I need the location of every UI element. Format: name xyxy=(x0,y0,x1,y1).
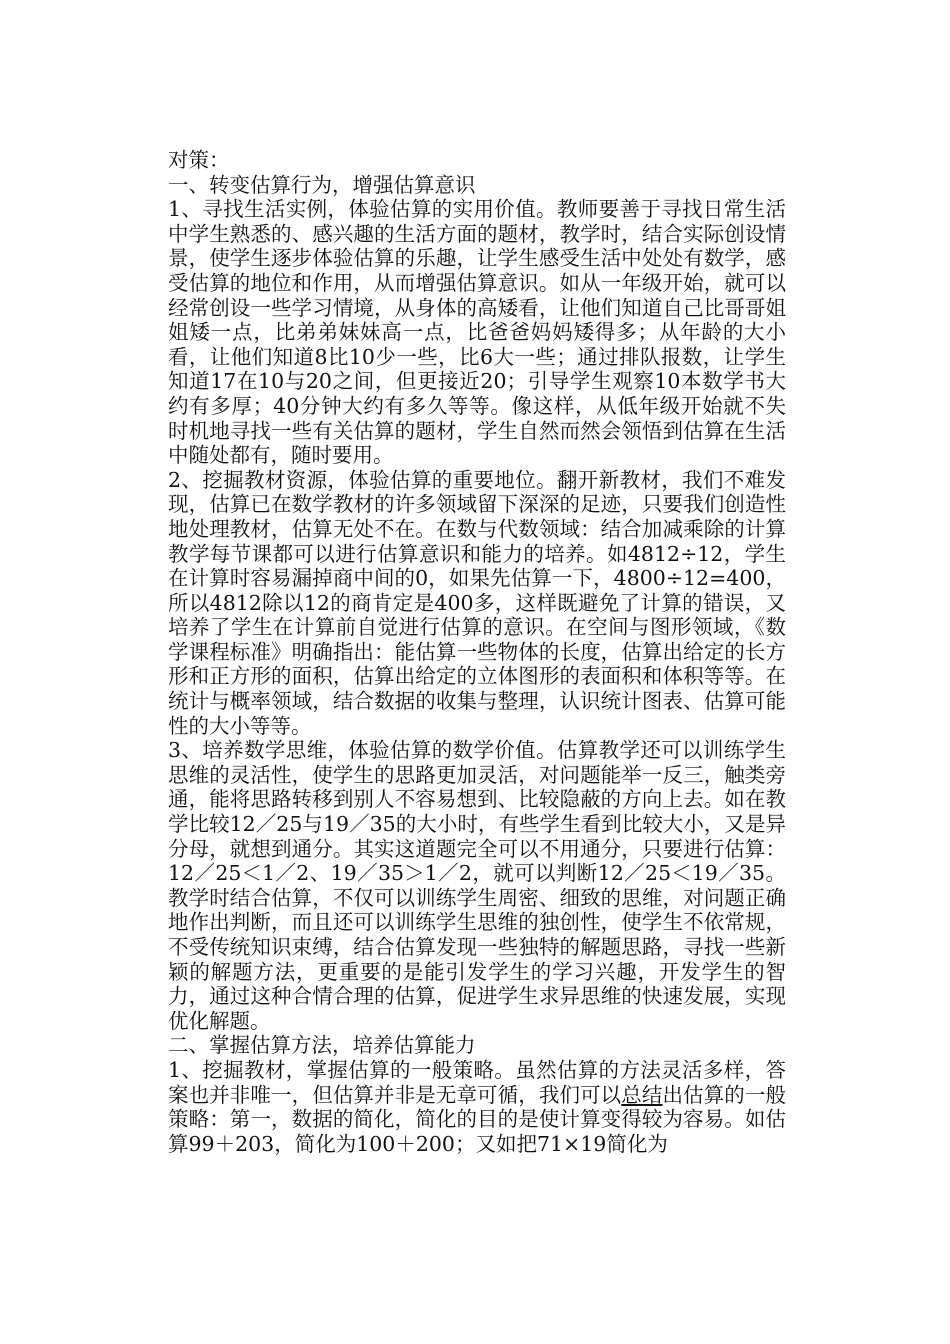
section-1-paragraph-2: 2、挖掘教材资源，体验估算的重要地位。翻开新教材，我们不难发现，估算已在数学教材的许多领域留下深深的足迹，只要我们创造性地处理教材，估算无处不在。在数与代数领域：结合加减乘除的计算教学每节课都可以进行估算意识和能力的培养。如4812÷12，学生在计算时容易漏掉商中间的0，如果先估算一下，4800÷12=400，所以4812除以12的商肯定是400多，这样既避免了计算的错误，又培养了学生在计算前自觉进行估算的意识。在空间与图形领域，《数学课程标准》明确指出：能估算一些物体的长度，估算出给定的长方形和正方形的面积，估算出给定的立体图形的表面积和体积等等。在统计与概率领域，结合数据的收集与整理，认识统计图表、估算可能性的大小等等。 xyxy=(168,467,786,738)
document-body xyxy=(168,148,786,1156)
section-2-paragraph-1-end: 出估算的一般策略：第一，数据的简化，简化的目的是使计算变得较为容易。如估算99＋203，简化为100＋200；又如把71×19简化为 xyxy=(168,1082,787,1156)
section-2-title: 二、掌握估算方法，培养估算能力 xyxy=(168,1033,476,1058)
section-1-title: 一、转变估算行为，增强估算意识 xyxy=(168,172,476,197)
section-1-paragraph-1: 1、寻找生活实例，体验估算的实用价值。教师要善于寻找日常生活中学生熟悉的、感兴趣的生活方面的题材，教学时，结合实际创设情景，使学生逐步体验估算的乐趣，让学生感受生活中处处有数学，感受估算的地位和作用，从而增强估算意识。如从一年级开始，就可以经常创设一些学习情境，从身体的高矮看，让他们知道自己比哥哥姐姐矮一点，比弟弟妹妹高一点，比爸爸妈妈矮得多；从年龄的大小看，让他们知道8比10少一些，比6大一些；通过排队报数，让学生知道17在10与20之间，但更接近20；引导学生观察10本数学书大约有多厚；40分钟大约有多久等等。像这样，从低年级开始就不失时机地寻找一些有关估算的题材，学生自然而然会领悟到估算在生活中随处都有，随时要用。 xyxy=(168,197,786,468)
section-2-paragraph-1-start: 1、挖掘教材，掌握估算的一般策略。虽然估算的方法灵活多样，答案也并非唯一，但估算并非是无章可循，我们可以 xyxy=(168,1057,786,1107)
heading-label: 对策： xyxy=(168,148,230,172)
section-2-paragraph-1 xyxy=(168,1058,786,1156)
section-1-paragraph-3: 3、培养数学思维，体验估算的数学价值。估算教学还可以训练学生思维的灵活性，使学生的思路更加灵活，对问题能举一反三，触类旁通，能将思路转移到别人不容易想到、比较隐蔽的方向上去。如在教学比较12／25与19／35的大小时，有些学生看到比较大小，又是异分母，就想到通分。其实这道题完全可以不用通分，只要进行估算：12／25＜1／2、19／35＞1／2，就可以判断12／25＜19／35。教学时结合估算，不仅可以训练学生周密、细致的思维，对问题正确地作出判断，而且还可以训练学生思维的独创性，使学生不依常规，不受传统知识束缚，结合估算发现一些独特的解题思路，寻找一些新颖的解题方法，更重要的是能引发学生的学习兴趣，开发学生的智力，通过这种合情合理的估算，促进学生求异思维的快速发展，实现优化解题。 xyxy=(168,738,786,1033)
underlined-word: 总结 xyxy=(621,1082,663,1107)
